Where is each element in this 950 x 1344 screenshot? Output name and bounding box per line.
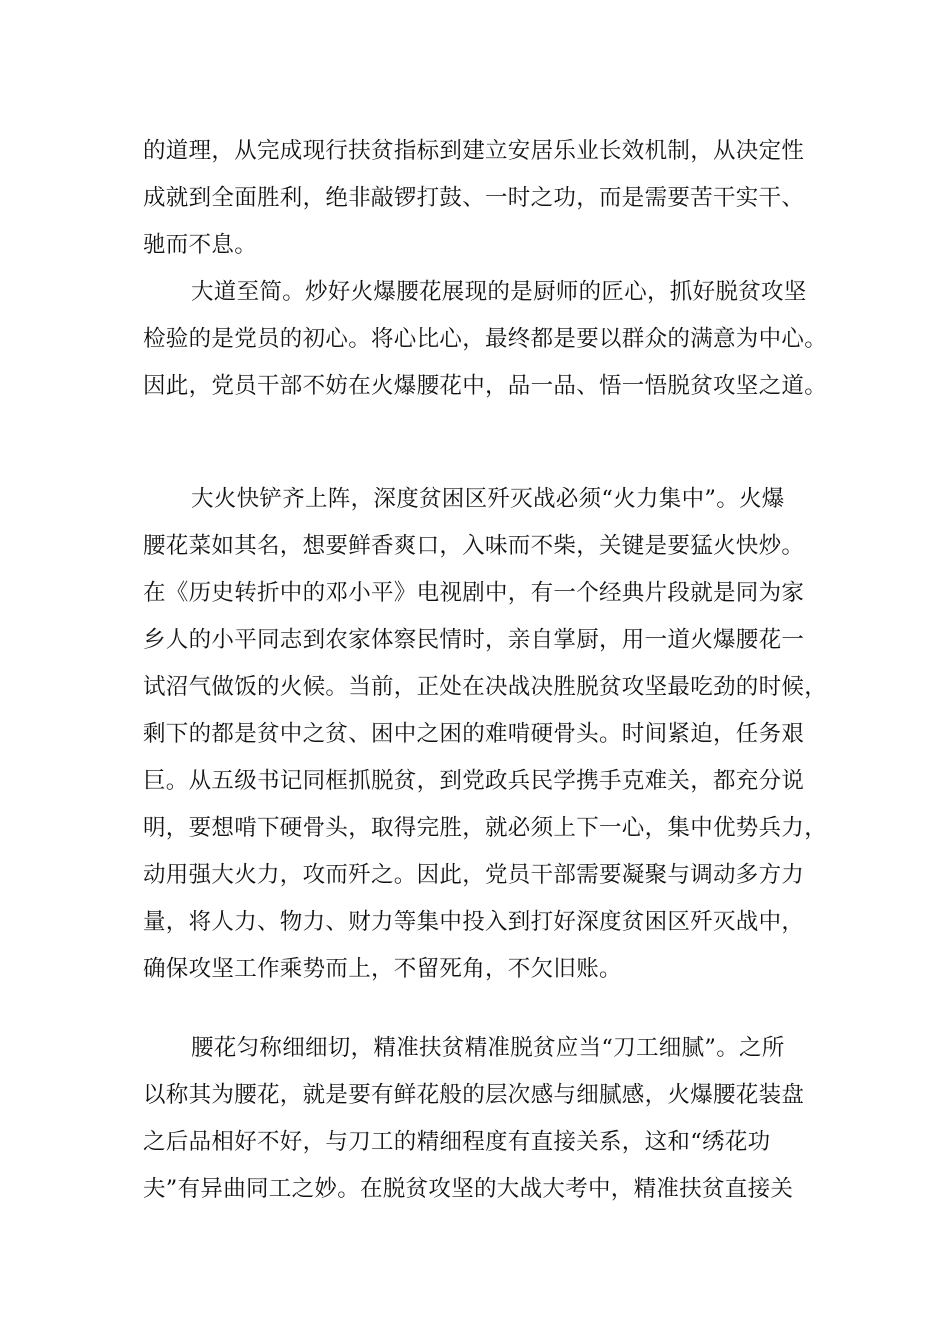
text-line: 夫”有异曲同工之妙。在脱贫攻坚的大战大考中，精准扶贫直接关 <box>143 1176 794 1202</box>
paragraph-first-line: 大火快铲齐上阵，深度贫困区歼灭战必须“火力集中”。火爆 <box>191 486 785 512</box>
text-line: 明，要想啃下硬骨头，取得完胜，就必须上下一心，集中优势兵力， <box>143 815 828 841</box>
text-line: 巨。从五级书记同框抓脱贫，到党政兵民学携手克难关，都充分说 <box>143 768 805 794</box>
text-line: 因此，党员干部不妨在火爆腰花中，品一品、悟一悟脱贫攻坚之道。 <box>143 373 828 399</box>
text-line: 剩下的都是贫中之贫、困中之困的难啃硬骨头。时间紧迫，任务艰 <box>143 721 805 747</box>
text-line: 以称其为腰花，就是要有鲜花般的层次感与细腻感，火爆腰花装盘 <box>143 1082 805 1108</box>
text-line: 检验的是党员的初心。将心比心，最终都是要以群众的满意为中心。 <box>143 326 828 352</box>
paragraph-first-line: 大道至简。炒好火爆腰花展现的是厨师的匠心，抓好脱贫攻坚 <box>191 279 807 305</box>
text-line: 确保攻坚工作乘势而上，不留死角，不欠旧账。 <box>143 956 622 982</box>
text-line: 腰花菜如其名，想要鲜香爽口，入味而不柴，关键是要猛火快炒。 <box>143 533 805 559</box>
text-line: 量，将人力、物力、财力等集中投入到打好深度贫困区歼灭战中， <box>143 909 805 935</box>
text-line: 乡人的小平同志到农家体察民情时，亲自掌厨，用一道火爆腰花一 <box>143 627 805 653</box>
text-line: 之后品相好不好，与刀工的精细程度有直接关系，这和“绣花功 <box>143 1129 771 1155</box>
text-line: 在《历史转折中的邓小平》电视剧中，有一个经典片段就是同为家 <box>143 580 805 606</box>
paragraph-first-line: 腰花匀称细细切，精准扶贫精准脱贫应当“刀工细腻”。之所 <box>191 1035 785 1061</box>
text-line: 试沼气做饭的火候。当前，正处在决战决胜脱贫攻坚最吃劲的时候， <box>143 674 828 700</box>
text-line: 动用强大火力，攻而歼之。因此，党员干部需要凝聚与调动多方力 <box>143 862 805 888</box>
text-line: 的道理，从完成现行扶贫指标到建立安居乐业长效机制，从决定性 <box>143 138 805 164</box>
text-line: 驰而不息。 <box>143 232 258 258</box>
text-line: 成就到全面胜利，绝非敲锣打鼓、一时之功，而是需要苦干实干、 <box>143 185 805 211</box>
